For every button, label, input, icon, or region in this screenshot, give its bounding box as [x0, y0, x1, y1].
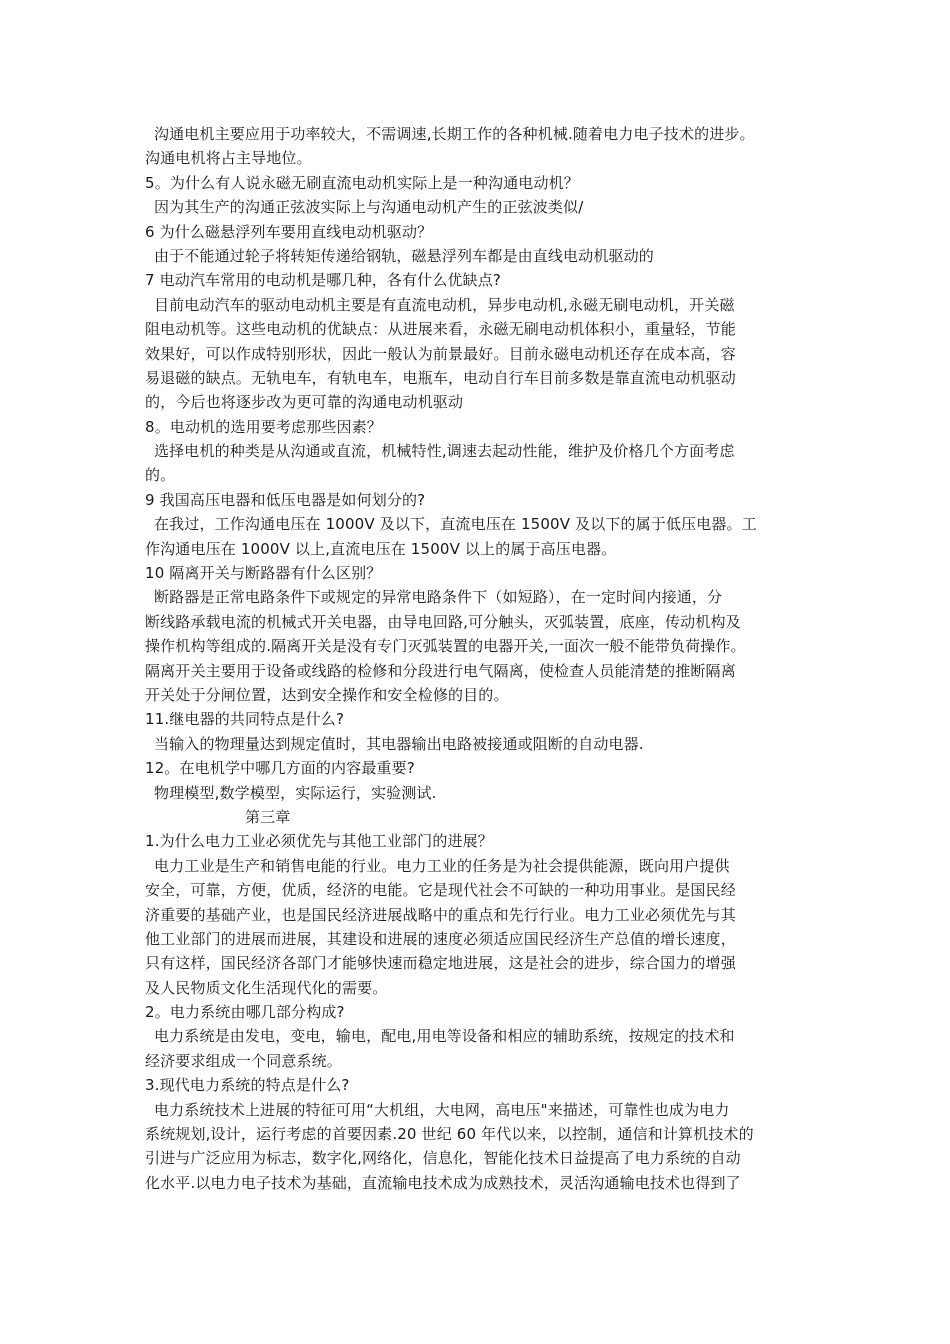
- text-line: 济重要的基础产业，也是国民经济进展战略中的重点和先行行业。电力工业必须优先与其: [145, 905, 736, 924]
- text-line: 沟通电机将占主导地位。: [145, 149, 312, 168]
- answer-line: 沟通电机主要应用于功率较大，不需调速,长期工作的各种机械.随着电力电子技术的进步。: [154, 125, 755, 143]
- question-line: 9 我国高压电器和低压电器是如何划分的?: [145, 490, 426, 509]
- text-line: 作沟通电压在 1000V 以上,直流电压在 1500V 以上的属于高压电器。: [145, 539, 617, 558]
- question-line: 8。电动机的选用要考虑那些因素？: [145, 417, 382, 436]
- text-line: 隔离开关主要用于设备或线路的检修和分段进行电气隔离，使检查人员能清楚的推断隔离: [145, 661, 736, 680]
- answer-line: 在我过，工作沟通电压在 1000V 及以下，直流电压在 1500V 及以下的属于低压电器。工: [154, 515, 757, 534]
- question-line: 7 电动汽车常用的电动机是哪几种，各有什么优缺点?: [145, 271, 502, 290]
- text-line: 的，今后也将逐步改为更可靠的沟通电动机驱动: [145, 393, 464, 412]
- text-line: 系统规划,设计，运行考虑的首要因素.20 世纪 60 年代以来，以控制，通信和计算机技术的: [145, 1125, 754, 1144]
- chapter-heading: 第三章: [245, 807, 291, 826]
- question-line: 1.为什么电力工业必须优先与其他工业部门的进展？: [145, 832, 493, 851]
- text-line: 安全，可靠，方便，优质，经济的电能。它是现代社会不可缺的一种功用事业。是国民经: [145, 881, 736, 900]
- text-line: 只有这样，国民经济各部门才能够快速而稳定地进展，这是社会的进步，综合国力的增强: [145, 954, 736, 973]
- answer-line: 由于不能通过轮子将转矩传递给钢轨，磁悬浮列车都是由直线电动机驱动的: [154, 246, 654, 265]
- answer-line: 电力工业是生产和销售电能的行业。电力工业的任务是为社会提供能源，既向用户提供: [154, 856, 730, 875]
- answer-line: 目前电动汽车的驱动电动机主要是有直流电动机，异步电动机,永磁无刷电动机，开关磁: [154, 295, 735, 314]
- text-line: 化水平.以电力电子技术为基础，直流输电技术成为成熟技术，灵活沟通输电技术也得到了: [145, 1173, 741, 1192]
- text-line: 引进与广泛应用为标志，数字化,网络化，信息化，智能化技术日益提高了电力系统的自动: [145, 1149, 741, 1168]
- text-line: 及人民物质文化生活现代化的需要。: [145, 978, 388, 997]
- question-line: 2。电力系统由哪几部分构成?: [145, 1003, 345, 1022]
- answer-line: 当输入的物理量达到规定值时，其电器输出电路被接通或阻断的自动电器.: [154, 734, 644, 753]
- text-line: 易退磁的缺点。无轨电车，有轨电车，电瓶车，电动自行车目前多数是靠直流电动机驱动: [145, 368, 736, 387]
- question-line: 3.现代电力系统的特点是什么?: [145, 1076, 350, 1095]
- question-line: 12。在电机学中哪几方面的内容最重要?: [145, 759, 415, 778]
- question-line: 11.继电器的共同特点是什么?: [145, 710, 345, 729]
- text-line: 经济要求组成一个同意系统。: [145, 1051, 342, 1070]
- answer-line: 电力系统是由发电，变电，输电，配电,用电等设备和相应的辅助系统，按规定的技术和: [154, 1027, 735, 1046]
- text-line: 阻电动机等。这些电动机的优缺点：从进展来看，永磁无刷电动机体积小，重量轻，节能: [145, 320, 736, 339]
- document-page: [145, 122, 810, 1195]
- answer-line: 因为其生产的沟通正弦波实际上与沟通电动机产生的正弦波类似/: [154, 198, 584, 217]
- question-line: 5。为什么有人说永磁无刷直流电动机实际上是一种沟通电动机？: [145, 173, 579, 192]
- question-line: 10 隔离开关与断路器有什么区别？: [145, 564, 382, 583]
- answer-line: 物理模型,数学模型，实际运行，实验测试.: [154, 783, 437, 802]
- text-line: 断线路承载电流的机械式开关电器，由导电回路,可分触头，灭弧装置，底座，传动机构及: [145, 612, 741, 631]
- answer-line: 选择电机的种类是从沟通或直流，机械特性,调速去起动性能，维护及价格几个方面考虑: [154, 442, 735, 461]
- answer-line: 电力系统技术上进展的特征可用“大机组，大电网，高电压"来描述，可靠性也成为电力: [154, 1100, 730, 1119]
- answer-line: 断路器是正常电路条件下或规定的异常电路条件下（如短路），在一定时间内接通，分: [154, 588, 723, 607]
- text-line: 开关处于分闸位置，达到安全操作和安全检修的目的。: [145, 685, 509, 704]
- question-line: 6 为什么磁悬浮列车要用直线电动机驱动？: [145, 222, 433, 241]
- text-line: 操作机构等组成的.隔离开关是没有专门灭弧装置的电器开关,一面次一般不能带负荷操作。: [145, 637, 746, 656]
- text-line: 的。: [145, 466, 176, 485]
- text-line: 效果好，可以作成特别形状，因此一般认为前景最好。目前永磁电动机还存在成本高，容: [145, 344, 736, 363]
- text-line: 他工业部门的进展而进展，其建设和进展的速度必须适应国民经济生产总值的增长速度，: [145, 929, 736, 948]
